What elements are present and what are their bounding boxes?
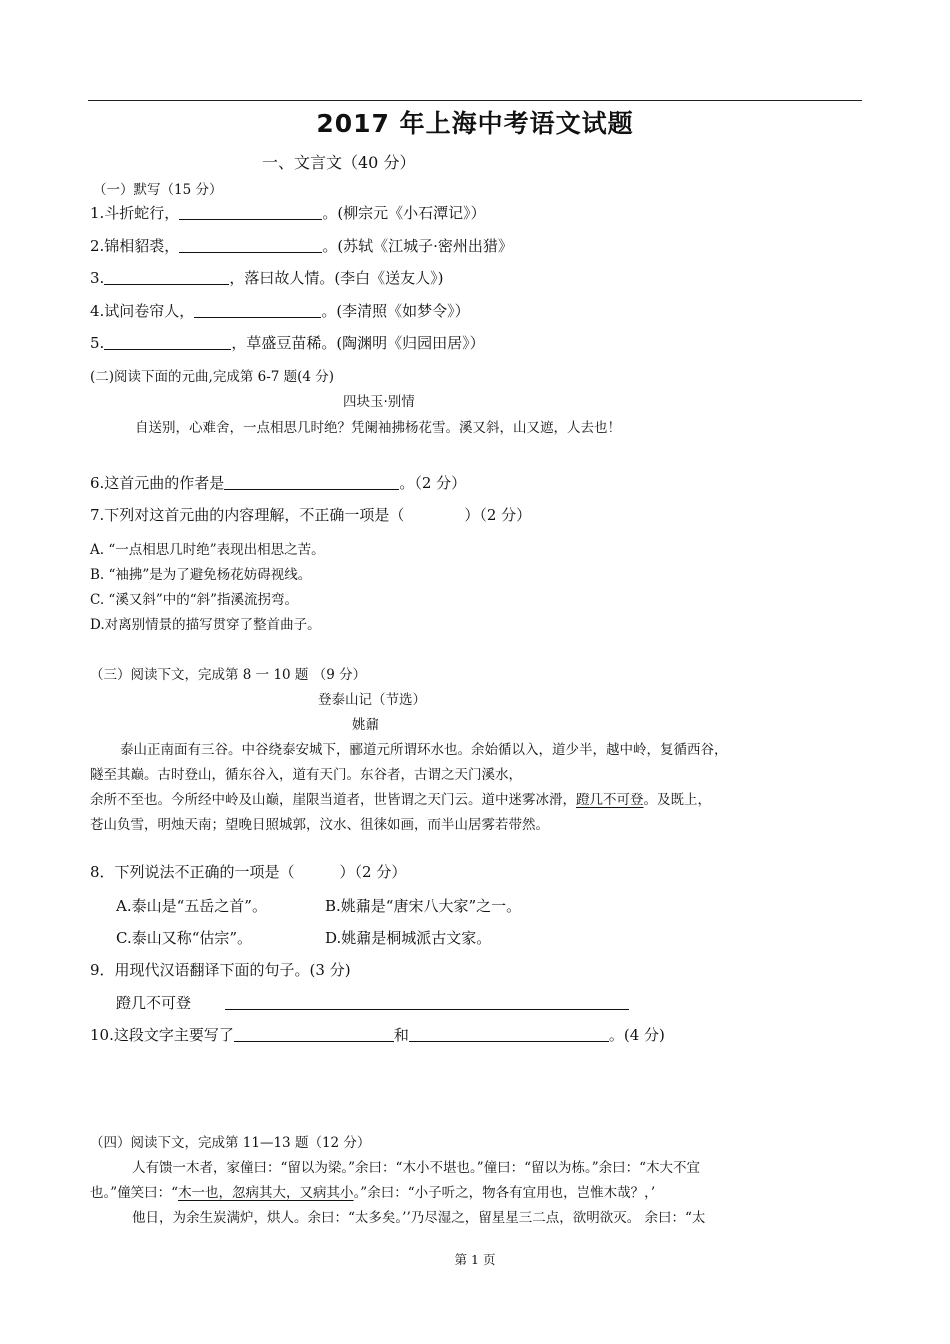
header-rule — [88, 100, 862, 101]
q2-prompt: 2.锦相貂裘， — [90, 237, 180, 255]
q6-answer-blank[interactable] — [224, 475, 399, 490]
q1-source: 。(柳宗元《小石潭记》） — [322, 204, 486, 222]
q9-answer-blank[interactable] — [225, 995, 629, 1010]
q3-answer-blank[interactable] — [104, 270, 229, 285]
essay-line-3-start: 余所不至也。今所经中岭及山巅，崖限当道者，世皆谓之天门云。道中迷雾冰滑， — [90, 792, 576, 808]
q4-source: 。(李清照《如梦令》） — [321, 302, 470, 320]
q8-option-d: D.姚鼐是桐城派古文家。 — [325, 929, 492, 947]
sec3-heading: （三）阅读下文，完成第 8 一 10 题 （9 分） — [90, 667, 367, 683]
q7-option-b: B. “袖拂”是为了避免杨花妨碍视线。 — [90, 567, 312, 583]
question-9-line — [116, 993, 629, 1013]
question-2 — [90, 236, 513, 256]
essay-line-3-end: 。及既上， — [643, 792, 711, 808]
sec2-heading: (二)阅读下面的元曲,完成第 6-7 题(4 分) — [90, 369, 335, 385]
essay-line-4: 苍山负雪，明烛天南；望晚日照城郭，汶水、徂徕如画，而半山居雾若带然。 — [90, 817, 549, 833]
passage-line-2-end: 。”余曰：“小子听之，物各有宜用也，岂惟木哉？，’ — [353, 1185, 656, 1201]
question-5 — [90, 333, 485, 353]
q7-option-c: C. “溪又斜”中的“斜”指溪流拐弯。 — [90, 592, 299, 608]
q8-option-b: B.姚鼐是“唐宋八大家”之一。 — [325, 897, 522, 915]
q9-sentence: 蹬几不可登 — [116, 994, 192, 1012]
essay-title: 登泰山记（节选） — [318, 692, 426, 708]
q7-option-d: D.对离别情景的描写贯穿了整首曲子。 — [90, 617, 321, 633]
passage-line-1: 人有馈一木者，家僮曰：“留以为梁。”余曰：“木小不堪也。”僮曰：“留以为栋。”余曰：“木大不宜 — [132, 1160, 701, 1176]
q5-prompt: 5. — [90, 334, 105, 352]
passage-line-3: 他日，为余生炭满炉，烘人。余曰：“太多矣。’’乃尽湿之，留星星三二点，欲明欲灭。 余曰：“太 — [132, 1210, 706, 1226]
q3-source: ，落曰故人情。(李白《送友人》) — [229, 269, 444, 287]
page-number: 第 1 页 — [454, 1252, 496, 1267]
question-7: 7.下列对这首元曲的内容理解，不正确一项是（ ）（2 分） — [90, 506, 532, 524]
question-9: 9．用现代汉语翻译下面的句子。(3 分) — [90, 961, 351, 979]
question-1 — [90, 203, 486, 223]
question-10 — [90, 1025, 665, 1045]
underlined-sentence: 木一也，忽病其大，又病其小 — [178, 1185, 354, 1201]
poem-text: 自送别，心难舍，一点相思几时绝？凭阑袖拂杨花雪。溪又斜，山又遮，人去也！ — [135, 420, 621, 436]
sec1-heading: （一）默写（15 分） — [93, 182, 223, 198]
q1-answer-blank[interactable] — [179, 205, 322, 220]
essay-line-2: 隧至其巅。古时登山，循东谷入，道有天门。东谷者，古谓之天门溪水， — [90, 767, 522, 783]
question-4 — [90, 301, 470, 321]
sec4-heading: （四）阅读下文，完成第 11—13 题（12 分） — [90, 1135, 371, 1151]
q4-answer-blank[interactable] — [194, 303, 321, 318]
poem-title: 四块玉·别情 — [343, 394, 415, 410]
q5-answer-blank[interactable] — [104, 335, 231, 350]
question-3 — [90, 268, 444, 288]
q6-score: 。（2 分） — [399, 474, 467, 492]
page-title: 2017 年上海中考语文试题 — [316, 109, 634, 138]
q10-score: 。(4 分) — [608, 1026, 665, 1044]
q4-prompt: 4.试问卷帘人， — [90, 302, 195, 320]
essay-line-1: 泰山正南面有三谷。中谷绕泰安城下，郦道元所谓环水也。余始循以入，道少半，越中岭，复循西谷， — [120, 742, 728, 758]
q5-source: ，草盛豆苗稀。(陶渊明《归园田居》） — [231, 334, 485, 352]
q8-option-c: C.泰山又称“估宗”。 — [116, 929, 253, 947]
q10-answer-blank-1[interactable] — [234, 1027, 394, 1042]
q10-and: 和 — [393, 1026, 409, 1044]
q10-answer-blank-2[interactable] — [409, 1027, 609, 1042]
q1-prompt: 1.斗折蛇行， — [90, 204, 180, 222]
q10-prompt: 10.这段文字主要写了 — [90, 1026, 234, 1044]
question-8: 8．下列说法不正确的一项是（ ）（2 分） — [90, 863, 407, 881]
q2-answer-blank[interactable] — [179, 238, 322, 253]
passage-line-2 — [90, 1183, 655, 1203]
q7-option-a: A. “一点相思几时绝”表现出相思之苦。 — [90, 542, 325, 558]
underlined-phrase: 蹬几不可登 — [576, 792, 644, 808]
q2-source: 。(苏轼《江城子·密州出猎》 — [322, 237, 513, 255]
passage-line-2-start: 也。”僮笑曰：“ — [90, 1185, 179, 1201]
essay-author: 姚鼐 — [352, 717, 379, 733]
q8-option-a: A.泰山是“五岳之首”。 — [116, 897, 267, 915]
q3-prompt: 3. — [90, 269, 105, 287]
essay-line-3 — [90, 790, 711, 810]
q6-prompt: 6.这首元曲的作者是 — [90, 474, 225, 492]
question-6 — [90, 473, 466, 493]
part1-heading: 一、文言文（40 分） — [262, 153, 416, 172]
